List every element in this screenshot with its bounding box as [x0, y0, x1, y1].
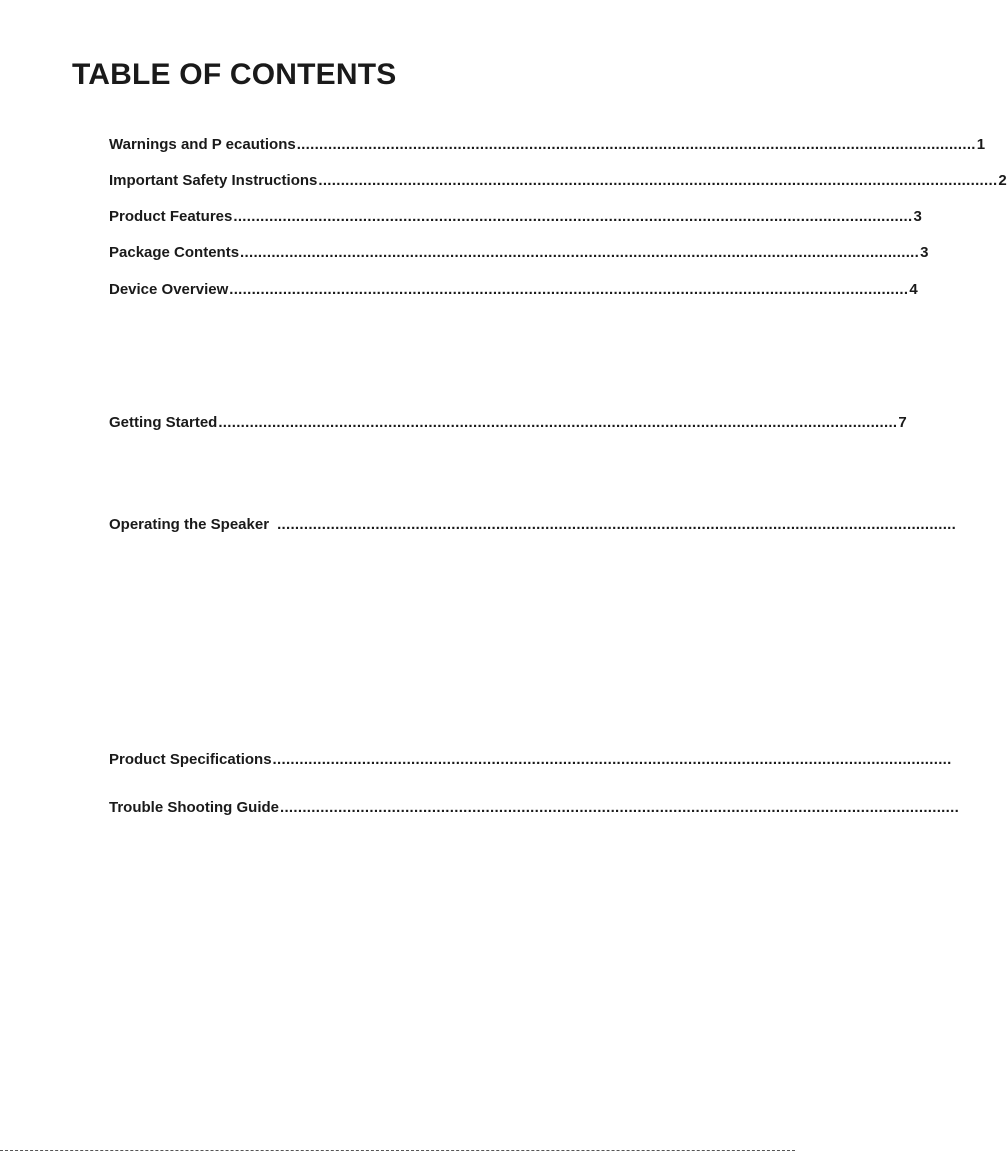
toc-entry-label: Product Specifications [109, 751, 272, 768]
page-title: TABLE OF CONTENTS [72, 58, 397, 91]
toc-page-number: 3 [913, 208, 922, 225]
toc-leader-dots: ........................................................................................................................................................ [229, 281, 909, 298]
toc-entry-label: Operating the Speaker [109, 516, 270, 533]
toc-leader-dots: ........................................................................................................................................................ [240, 244, 920, 261]
toc-leader-dots: ........................................................................................................................................................ [218, 414, 898, 431]
toc-entry-label: Getting Started [109, 414, 218, 431]
toc-entry-warnings[interactable] [109, 136, 986, 158]
toc-entry-getting-started[interactable] [109, 414, 907, 436]
toc-page-number: 1 [976, 136, 986, 153]
toc-page-number: 2 [998, 172, 1007, 189]
toc-entry-troubleshooting[interactable] [109, 799, 960, 821]
toc-page-number: 4 [909, 281, 918, 298]
toc-entry-label: Product Features [109, 208, 233, 225]
toc-leader-dots: ........................................................................................................................................................ [296, 136, 976, 153]
page-bottom-divider [0, 1150, 795, 1151]
toc-entry-features[interactable] [109, 208, 922, 230]
toc-leader-dots: ........................................................................................................................................................ [280, 799, 960, 816]
toc-entry-label: Trouble Shooting Guide [109, 799, 279, 816]
toc-entry-label: Warnings and P ecautions [109, 136, 296, 153]
toc-leader-dots: ........................................................................................................................................................ [272, 751, 952, 768]
toc-page-number: 7 [898, 414, 907, 431]
toc-entry-overview[interactable] [109, 281, 918, 303]
toc-entry-label: Device Overview [109, 281, 229, 298]
toc-entry-safety[interactable] [109, 172, 1007, 194]
toc-entry-label: Important Safety Instructions [109, 172, 318, 189]
toc-entry-operating[interactable] [109, 516, 957, 538]
toc-entry-package[interactable] [109, 244, 929, 266]
toc-leader-dots: ........................................................................................................................................................ [233, 208, 913, 225]
toc-entry-label: Package Contents [109, 244, 240, 261]
toc-leader-dots: ........................................................................................................................................................ [318, 172, 998, 189]
toc-page-number: 3 [920, 244, 929, 261]
toc-leader-dots: ........................................................................................................................................................ [277, 516, 957, 533]
toc-entry-specifications[interactable] [109, 751, 952, 773]
